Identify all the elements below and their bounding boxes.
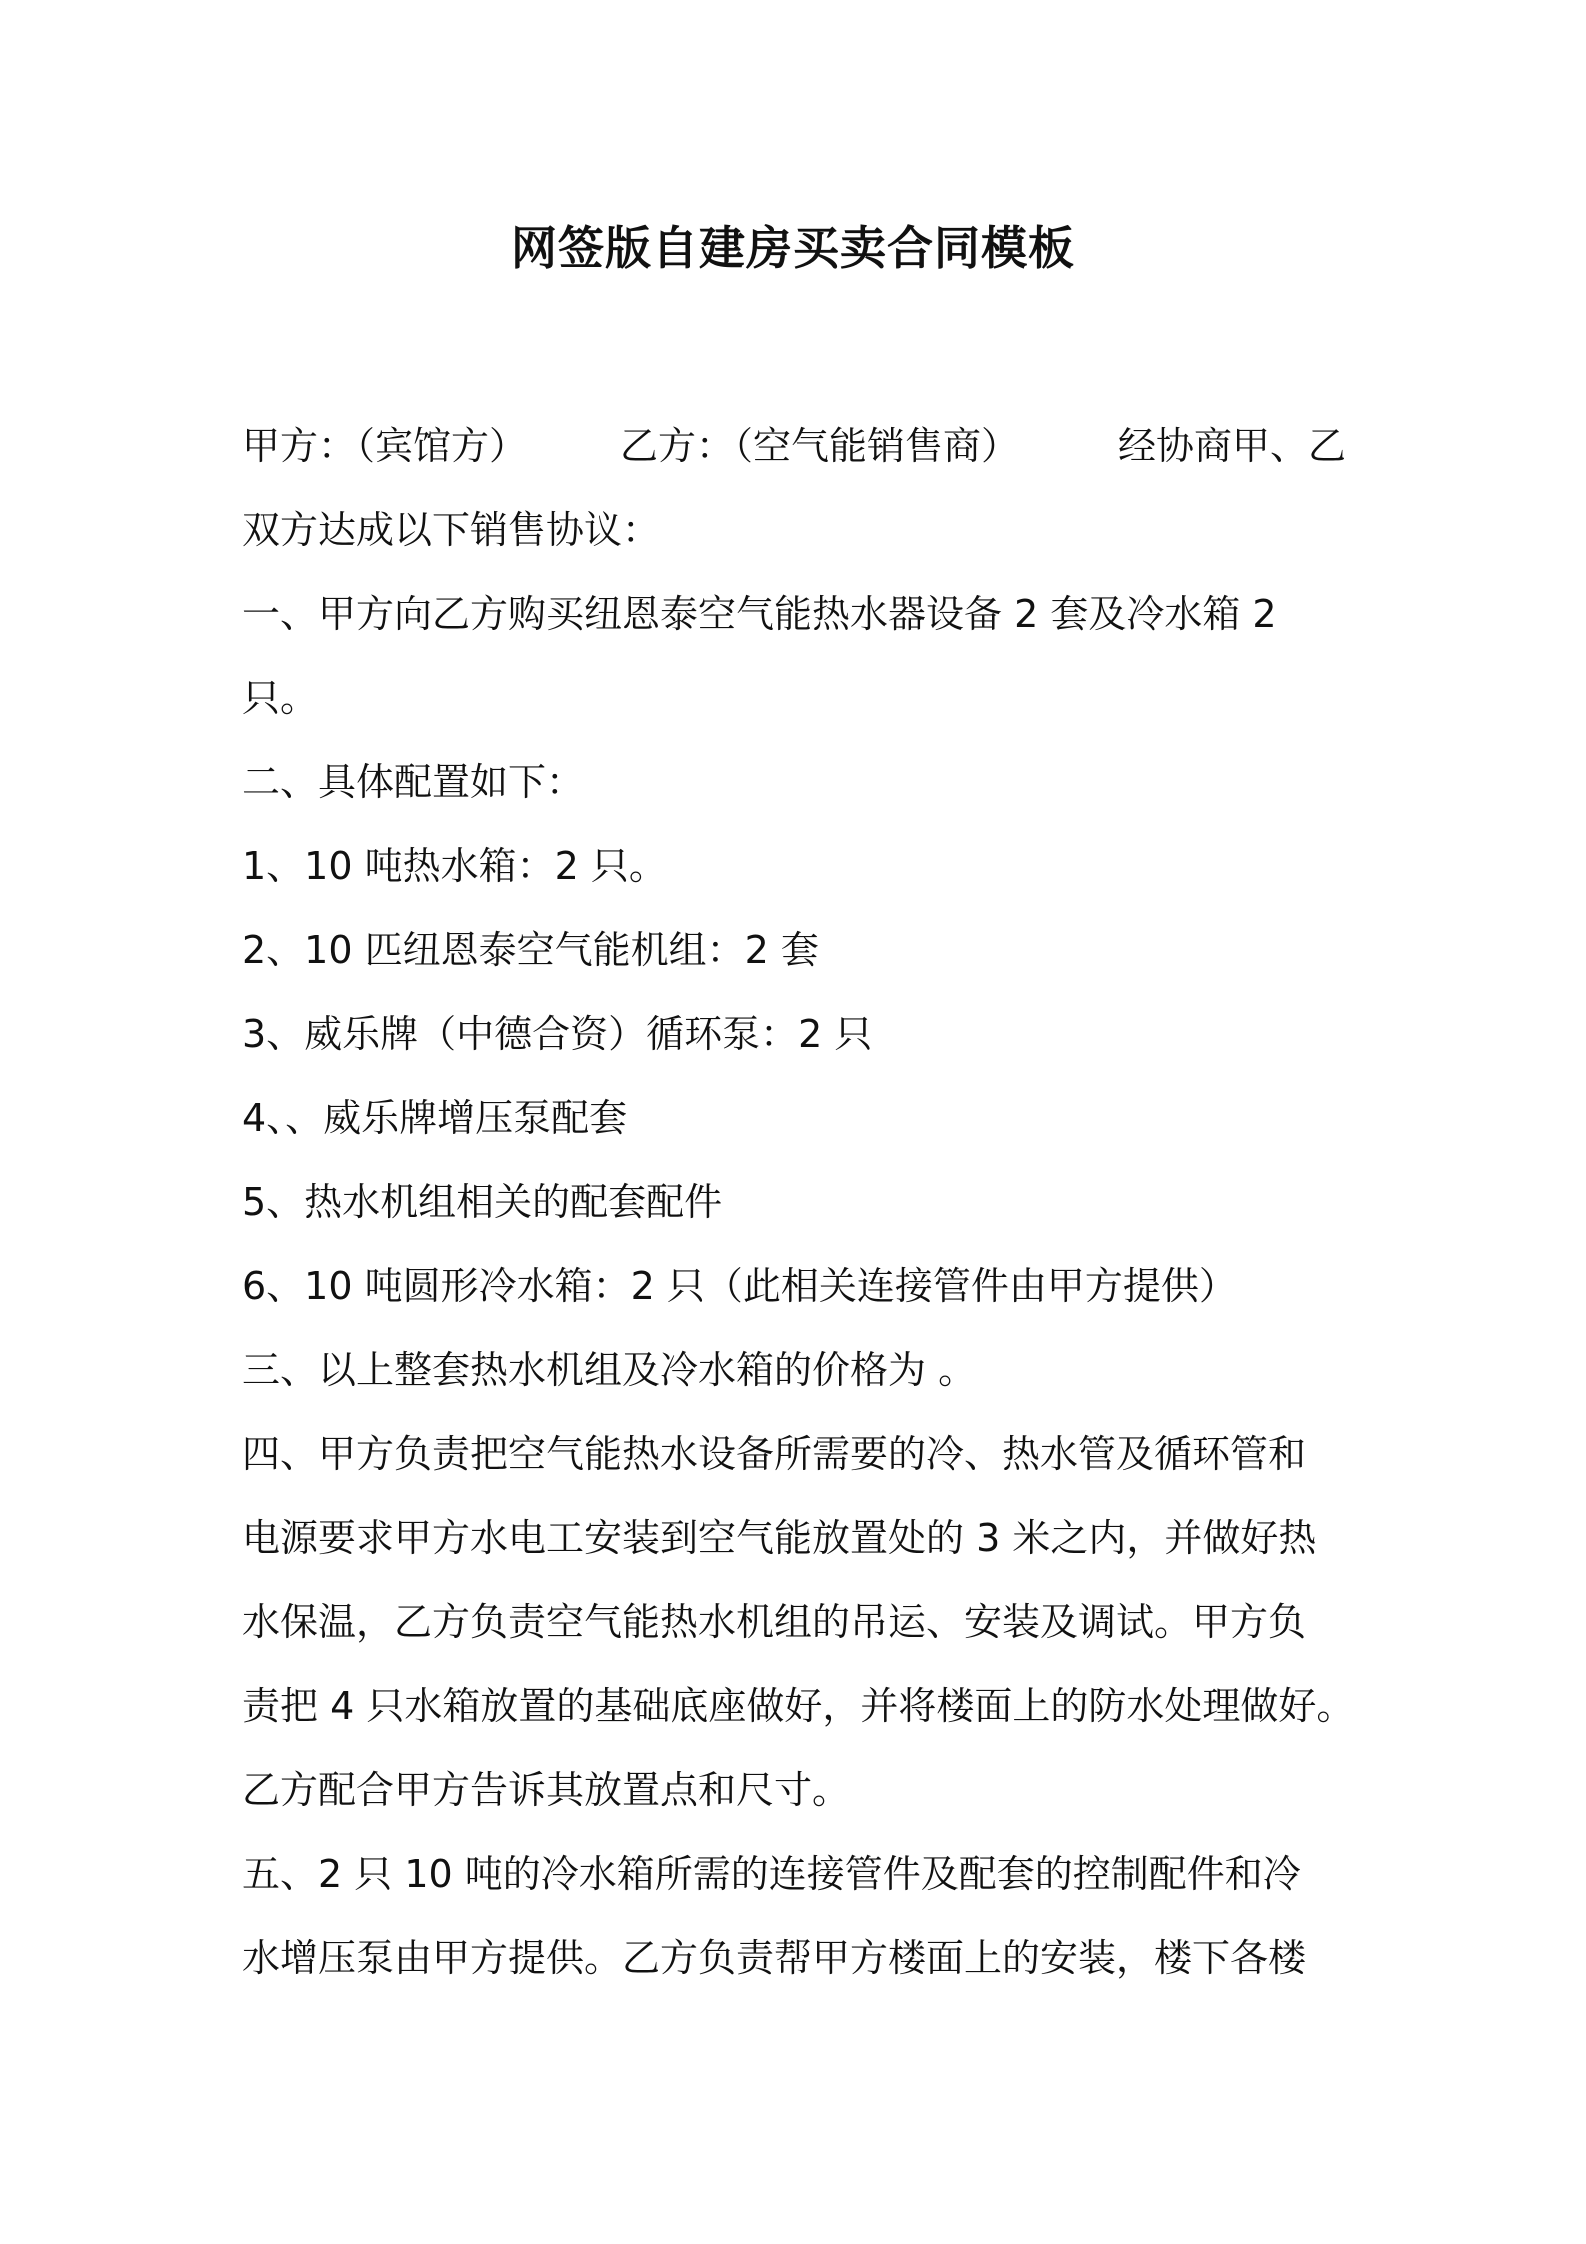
paragraph-line: 5、热水机组相关的配套配件: [242, 1180, 723, 1224]
paragraph-line: 乙方配合甲方告诉其放置点和尺寸。: [242, 1768, 851, 1812]
parties-line: [242, 404, 1352, 488]
paragraph-line: 双方达成以下销售协议：: [242, 508, 661, 552]
paragraph-line: 水增压泵由甲方提供。乙方负责帮甲方楼面上的安装，楼下各楼: [242, 1936, 1307, 1980]
paragraph-line: 2、10 匹纽恩泰空气能机组：2 套: [242, 928, 819, 972]
document-title: 网签版自建房买卖合同模板: [511, 221, 1075, 275]
party-b-label: 乙方：（空气能销售商）: [620, 424, 1020, 468]
paragraph-line: 1、10 吨热水箱：2 只。: [242, 844, 667, 888]
paragraph-line: 五、2 只 10 吨的冷水箱所需的连接管件及配套的控制配件和冷: [242, 1852, 1301, 1896]
paragraph-line: 三、以上整套热水机组及冷水箱的价格为 。: [242, 1348, 977, 1392]
paragraph-line: 二、具体配置如下：: [242, 760, 585, 804]
agreement-lead-text: 经协商甲、乙: [1118, 424, 1347, 468]
paragraph-line: 3、威乐牌（中德合资）循环泵：2 只: [242, 1012, 873, 1056]
paragraph-line: 责把 4 只水箱放置的基础底座做好，并将楼面上的防水处理做好。: [242, 1684, 1355, 1728]
paragraph-line: 只。: [242, 676, 319, 720]
paragraph-line: 4、、威乐牌增压泵配套: [242, 1096, 628, 1140]
paragraph-line: 电源要求甲方水电工安装到空气能放置处的 3 米之内，并做好热: [242, 1516, 1317, 1560]
paragraph-line: 水保温，乙方负责空气能热水机组的吊运、安装及调试。甲方负: [242, 1600, 1307, 1644]
paragraph-line: 一、甲方向乙方购买纽恩泰空气能热水器设备 2 套及冷水箱 2: [242, 592, 1277, 636]
party-a-label: 甲方：（宾馆方）: [242, 424, 528, 468]
paragraph-line: 6、10 吨圆形冷水箱：2 只（此相关连接管件由甲方提供）: [242, 1264, 1237, 1308]
document-body: [242, 404, 1355, 2000]
paragraph-line: 四、甲方负责把空气能热水设备所需要的冷、热水管及循环管和: [242, 1432, 1307, 1476]
